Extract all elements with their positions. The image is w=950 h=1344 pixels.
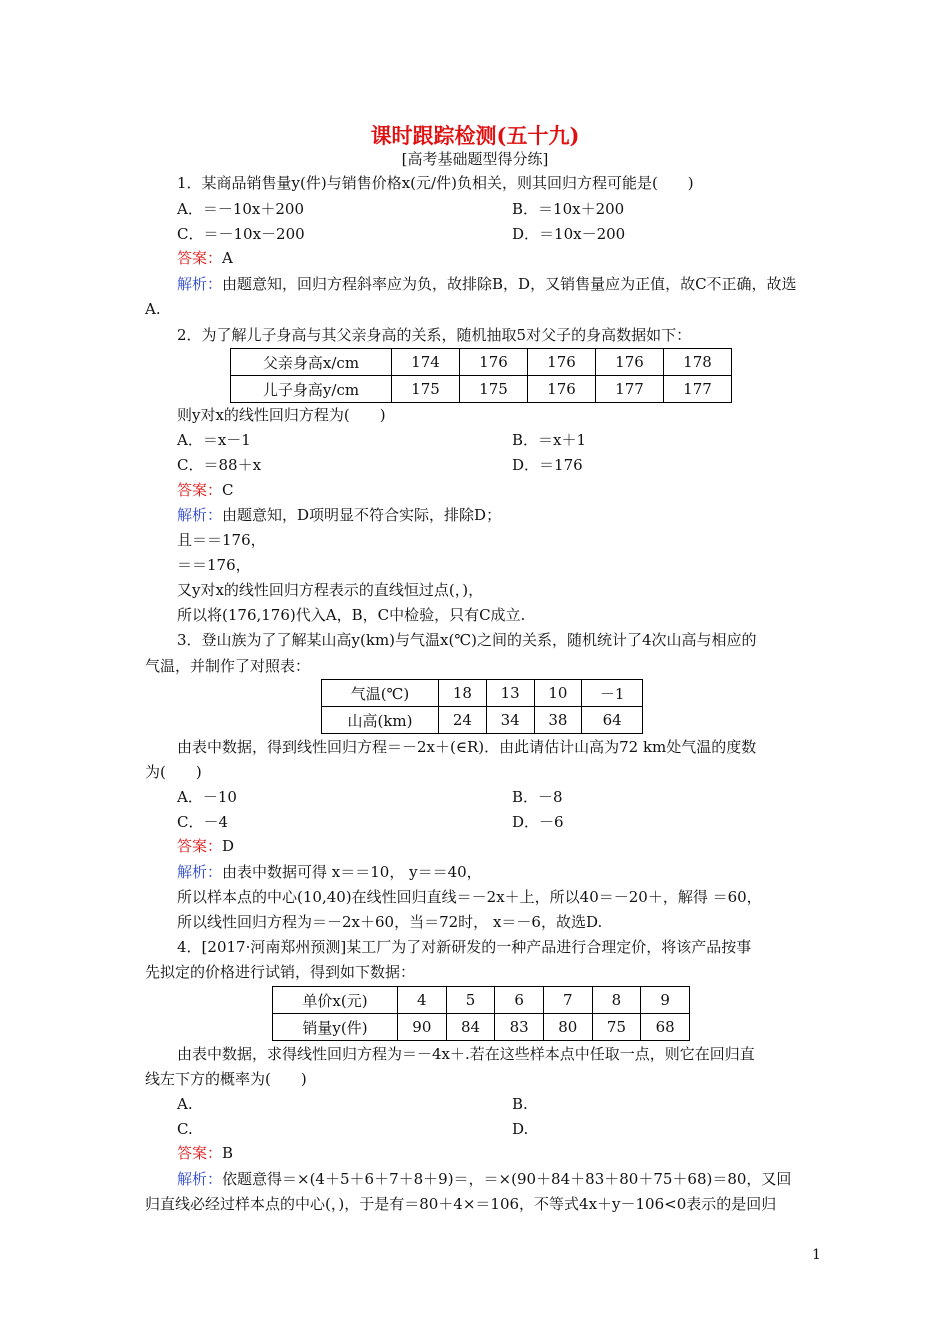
table-cell: 9 [641,987,690,1014]
answer-label: 答案： [177,1144,223,1162]
table-cell: 4 [398,987,447,1014]
analysis-text: 由表中数据可得 x＝＝10， y＝＝40， [222,863,482,881]
table-row [231,376,732,403]
table-cell: 84 [446,1014,495,1041]
table-cell: 176 [528,376,596,403]
table-cell: 5 [446,987,495,1014]
table-cell: 68 [641,1014,690,1041]
table-row [273,1014,690,1041]
q1-option-c: C．＝－10x－200 [177,225,305,243]
table-cell: 175 [392,376,460,403]
table-cell: 80 [543,1014,592,1041]
table-cell: 176 [596,349,664,376]
analysis-text: 由题意知，D项明显不符合实际，排除D； [222,506,502,524]
row-header: 销量y(件) [273,1014,398,1041]
q1-option-b: B．＝10x＋200 [512,200,625,218]
q3-stem: 3．登山族为了了解某山高y(km)与气温x(℃)之间的关系，随机统计了4次山高与相应的 [177,631,757,649]
table-row [231,349,732,376]
table-cell: 64 [582,707,643,734]
answer-label: 答案： [177,837,223,855]
answer-value: B [222,1144,234,1162]
q3-option-a: A．－10 [177,788,237,806]
q4-option-a: A. [177,1095,193,1113]
table-cell: 24 [439,707,487,734]
analysis-label: 解析： [177,1170,223,1188]
q1-analysis-cont: A. [145,300,161,318]
table-cell: 75 [592,1014,641,1041]
row-header: 父亲身高x/cm [231,349,392,376]
table-cell: 178 [664,349,732,376]
row-header: 儿子身高y/cm [231,376,392,403]
q2-analysis-line: ＝＝176， [177,556,251,574]
row-header: 单价x(元) [273,987,398,1014]
q4-data-table [272,986,690,1041]
q2-option-c: C．＝88＋x [177,456,262,474]
q2-analysis-line: 且＝＝176， [177,531,266,549]
q4-option-c: C. [177,1120,193,1138]
page-number: 1 [812,1247,821,1263]
table-cell: 6 [495,987,544,1014]
q4-stem: 4．[2017·河南郑州预测]某工厂为了对新研发的一种产品进行合理定价，将该产品按事 [177,938,752,956]
analysis-label: 解析： [177,863,223,881]
table-row [322,707,643,734]
q1-stem: 1．某商品销售量y(件)与销售价格x(元/件)负相关，则其回归方程可能是( ) [177,174,694,192]
q4-answer [177,1143,233,1163]
q3-option-d: D．－6 [512,813,564,831]
q2-option-b: B．＝x＋1 [512,431,587,449]
page-title: 课时跟踪检测(五十九) [370,123,580,148]
table-cell: －1 [582,680,643,707]
table-cell: 34 [486,707,534,734]
q2-answer [177,480,234,500]
q3-ask: 由表中数据，得到线性回归方程＝－2x＋(∈R)．由此请估计山高为72 km处气温的度数 [177,738,757,756]
table-cell: 38 [534,707,582,734]
table-cell: 10 [534,680,582,707]
q1-answer [177,248,233,268]
q2-data-table [230,348,732,403]
answer-value: D [222,837,235,855]
q3-analysis-line: 所以线性回归方程为＝－2x＋60，当＝72时， x＝－6，故选D. [177,913,603,931]
table-cell: 177 [596,376,664,403]
table-cell: 18 [439,680,487,707]
table-cell: 176 [460,349,528,376]
answer-value: A [222,249,233,267]
q3-ask-cont: 为( ) [145,763,202,781]
table-cell: 13 [486,680,534,707]
row-header: 气温(℃) [322,680,439,707]
table-cell: 177 [664,376,732,403]
q3-option-c: C．－4 [177,813,229,831]
table-cell: 174 [392,349,460,376]
q2-option-d: D．＝176 [512,456,583,474]
q2-stem: 2．为了解儿子身高与其父亲身高的关系，随机抽取5对父子的身高数据如下： [177,326,692,344]
answer-value: C [222,481,234,499]
analysis-text: 依题意得＝×(4＋5＋6＋7＋8＋9)＝，＝×(90＋84＋83＋80＋75＋68)＝80，又回 [222,1170,792,1188]
q2-option-a: A．＝x－1 [177,431,251,449]
table-cell: 8 [592,987,641,1014]
answer-label: 答案： [177,481,223,499]
q4-ask: 由表中数据，求得线性回归方程为＝－4x＋.若在这些样本点中任取一点，则它在回归直 [177,1045,755,1063]
q1-analysis [177,274,797,294]
table-cell: 83 [495,1014,544,1041]
q3-analysis-line: 所以样本点的中心(10,40)在线性回归直线＝－2x＋上，所以40＝－20＋，解得 ＝60， [177,888,762,906]
q2-analysis-line: 又y对x的线性回归方程表示的直线恒过点(，)， [177,581,484,599]
analysis-label: 解析： [177,275,223,293]
answer-label: 答案： [177,249,223,267]
q4-stem-cont: 先拟定的价格进行试销，得到如下数据： [145,963,416,981]
q3-stem-cont: 气温，并制作了对照表： [145,657,311,675]
table-cell: 176 [528,349,596,376]
q4-option-b: B. [512,1095,528,1113]
q3-analysis [177,862,482,882]
q4-analysis-line: 归直线必经过样本点的中心(，)，于是有＝80＋4×＝106，不等式4x＋y－106<0表示的是回归 [145,1195,777,1213]
analysis-text: 由题意知，回归方程斜率应为负，故排除B，D，又销售量应为正值，故C不正确，故选 [222,275,797,293]
q3-answer [177,836,234,856]
q2-analysis-line: 所以将(176,176)代入A，B，C中检验，只有C成立. [177,606,526,624]
q4-option-d: D. [512,1120,529,1138]
q3-data-table [321,679,643,734]
table-row [273,987,690,1014]
q1-option-d: D．＝10x－200 [512,225,626,243]
q2-ask: 则y对x的线性回归方程为( ) [177,406,386,424]
table-cell: 7 [543,987,592,1014]
q3-option-b: B．－8 [512,788,563,806]
q2-analysis [177,505,501,525]
q4-analysis [177,1169,791,1189]
table-cell: 175 [460,376,528,403]
q4-ask-cont: 线左下方的概率为( ) [145,1070,307,1088]
section-subtitle: [高考基础题型得分练] [401,150,549,168]
table-row [322,680,643,707]
analysis-label: 解析： [177,506,223,524]
q1-option-a: A．＝－10x＋200 [177,200,305,218]
row-header: 山高(km) [322,707,439,734]
table-cell: 90 [398,1014,447,1041]
